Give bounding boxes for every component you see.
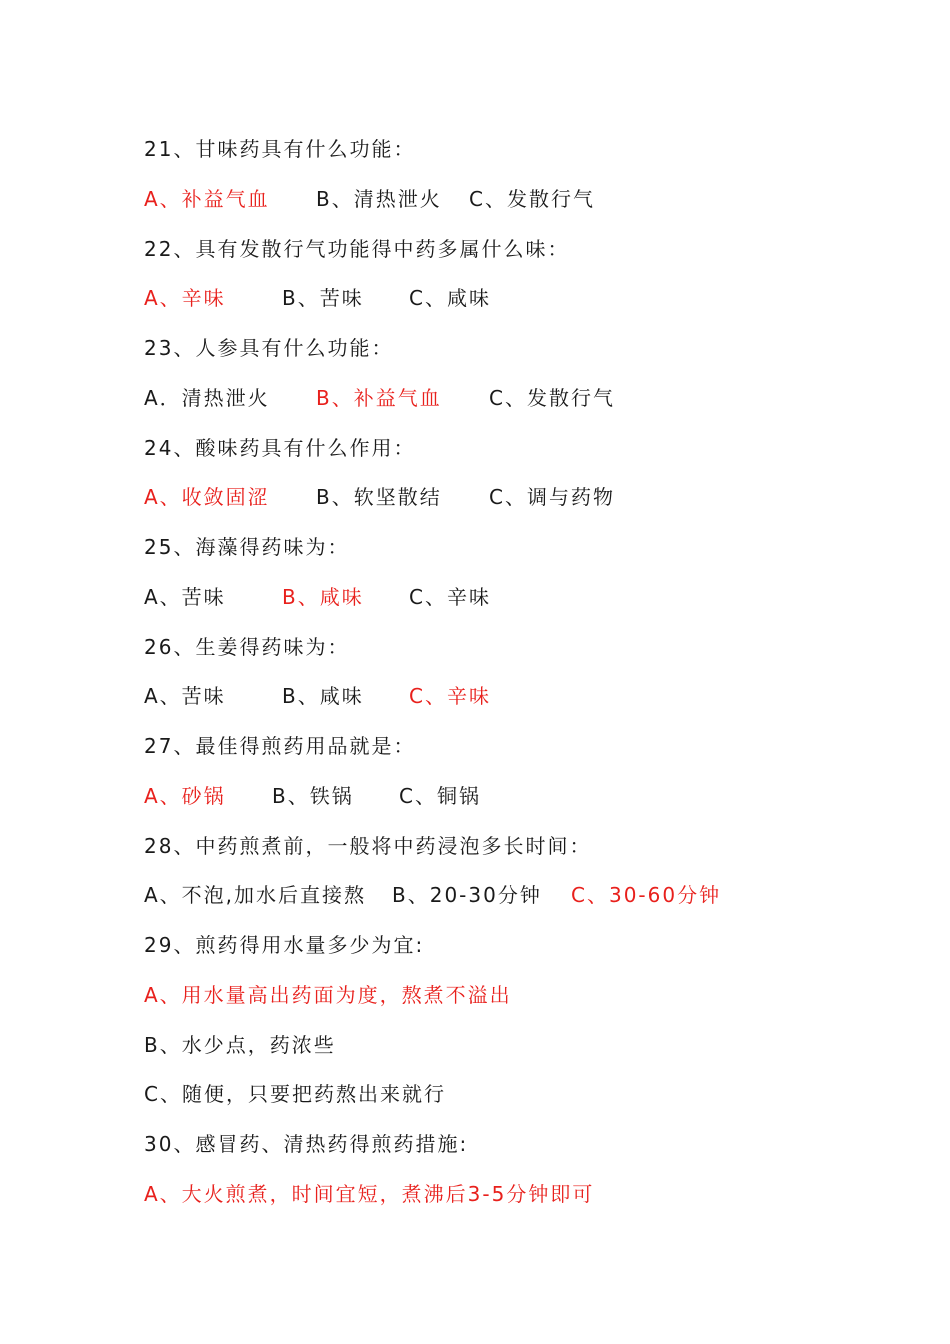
option-29-b: B、水少点，药浓些	[144, 1033, 336, 1057]
option-25-c: C、辛味	[409, 585, 491, 609]
option-22-a: A、辛味	[144, 286, 226, 310]
question-28: 28、中药煎煮前，一般将中药浸泡多长时间：	[144, 834, 592, 858]
option-28-a: A、不泡,加水后直接熬	[144, 883, 367, 907]
question-22: 22、具有发散行气功能得中药多属什么味：	[144, 237, 570, 261]
question-24: 24、酸味药具有什么作用：	[144, 436, 416, 460]
option-22-b: B、苦味	[282, 286, 364, 310]
option-30-a: A、大火煎煮，时间宜短，煮沸后3-5分钟即可	[144, 1182, 595, 1206]
question-26: 26、生姜得药味为：	[144, 635, 350, 659]
option-28-c: C、30-60分钟	[571, 883, 722, 907]
question-30: 30、感冒药、清热药得煎药措施:	[144, 1132, 469, 1156]
option-26-c: C、辛味	[409, 684, 491, 708]
option-21-c: C、发散行气	[469, 187, 595, 211]
option-27-a: A、砂锅	[144, 784, 226, 808]
option-25-b: B、咸味	[282, 585, 364, 609]
option-26-b: B、咸味	[282, 684, 364, 708]
option-29-a: A、用水量高出药面为度，熬煮不溢出	[144, 983, 512, 1007]
option-23-c: C、发散行气	[489, 386, 615, 410]
question-29: 29、煎药得用水量多少为宜:	[144, 933, 425, 957]
question-21: 21、甘味药具有什么功能：	[144, 137, 416, 161]
option-27-c: C、铜锅	[399, 784, 481, 808]
option-23-b: B、补益气血	[316, 386, 442, 410]
option-24-b: B、软坚散结	[316, 485, 442, 509]
option-28-b: B、20-30分钟	[392, 883, 542, 907]
option-25-a: A、苦味	[144, 585, 226, 609]
option-22-c: C、咸味	[409, 286, 491, 310]
question-23: 23、人参具有什么功能：	[144, 336, 394, 360]
question-27: 27、最佳得煎药用品就是：	[144, 734, 416, 758]
option-27-b: B、铁锅	[272, 784, 354, 808]
option-23-a: A．清热泄火	[144, 386, 270, 410]
question-25: 25、海藻得药味为：	[144, 535, 350, 559]
option-26-a: A、苦味	[144, 684, 226, 708]
option-21-a: A、补益气血	[144, 187, 270, 211]
option-29-c: C、随便，只要把药熬出来就行	[144, 1082, 446, 1106]
option-21-b: B、清热泄火	[316, 187, 442, 211]
option-24-c: C、调与药物	[489, 485, 615, 509]
option-24-a: A、收敛固涩	[144, 485, 270, 509]
